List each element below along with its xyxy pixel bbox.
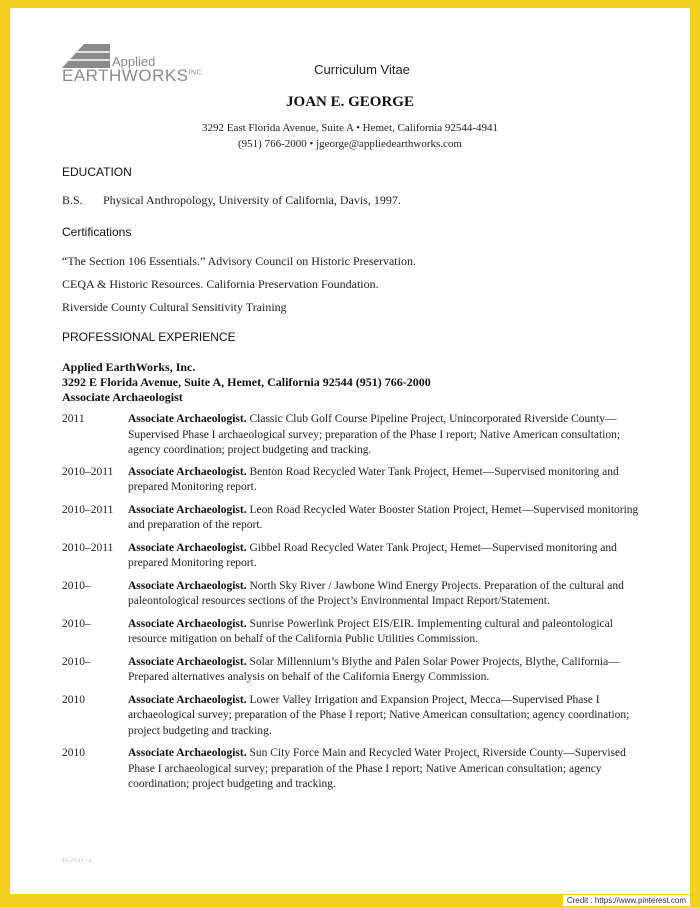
job-text: Solar Millennium’s Blythe and Palen Solar Power Projects, Blythe, California—Prepared alternatives analysis on behalf of the California Energy Commission.	[128, 655, 620, 683]
job-text: Leon Road Recycled Water Booster Station Project, Hemet—Supervised monitoring and preparation of the report.	[128, 503, 639, 531]
education-heading: EDUCATION	[62, 165, 132, 179]
job-text: Sunrise Powerlink Project EIS/EIR. Implementing cultural and paleontological resource mitigation on behalf of the California Public Utilities Commission.	[128, 617, 613, 645]
job-entry	[62, 655, 642, 686]
job-text: North Sky River / Jawbone Wind Energy Projects. Preparation of the cultural and paleontological resources sections of the Project’s Environmental Impact Report/Statement.	[128, 579, 624, 607]
job-year: 2010	[62, 747, 85, 759]
job-title: Associate Archaeologist.	[128, 465, 247, 478]
experience-heading: PROFESSIONAL EXPERIENCE	[62, 330, 236, 344]
job-title: Associate Archaeologist.	[128, 617, 247, 630]
job-year: 2010–2011	[62, 503, 114, 516]
job-title: Associate Archaeologist.	[128, 693, 247, 706]
job-title: Associate Archaeologist.	[128, 579, 247, 592]
job-year: 2011	[62, 413, 85, 425]
job-year: 2010–2011	[62, 465, 114, 478]
job-title: Associate Archaeologist.	[128, 413, 247, 425]
job-year: 2010–	[62, 617, 91, 630]
job-title: Associate Archaeologist.	[128, 747, 247, 759]
job-description	[128, 617, 642, 648]
contact-block	[10, 120, 690, 152]
job-description	[128, 693, 642, 740]
job-year: 2010–	[62, 579, 91, 592]
job-entry	[62, 503, 642, 534]
job-text: Classic Club Golf Course Pipeline Project, Unincorporated Riverside County— Supervised Phase I archaeological survey; preparation of the Phase I report; Native American consultation; agency coordination; project budgeting and tracking.	[128, 413, 621, 456]
job-description	[128, 579, 642, 610]
job-list	[62, 412, 642, 793]
job-title: Associate Archaeologist.	[128, 503, 247, 516]
job-year: 2010–	[62, 655, 91, 668]
certification-item: CEQA & Historic Resources. California Preservation Foundation.	[62, 277, 379, 291]
certification-item: Riverside County Cultural Sensitivity Training	[62, 300, 287, 314]
job-year: 2010–2011	[62, 541, 114, 554]
job-text: Benton Road Recycled Water Tank Project, Hemet—Supervised monitoring and prepared Monitoring report.	[128, 465, 619, 493]
job-entry	[62, 579, 642, 610]
job-entry	[62, 541, 642, 572]
employer-name: Applied EarthWorks, Inc.	[62, 360, 196, 374]
degree: B.S.	[62, 193, 83, 207]
certifications-heading: Certifications	[62, 225, 132, 239]
job-entry	[62, 617, 642, 648]
contact-line: (951) 766-2000 • jgeorge@appliedearthworks.com	[238, 138, 462, 150]
employer-block	[62, 360, 431, 405]
degree-detail: Physical Anthropology, University of California, Davis, 1997.	[103, 193, 401, 207]
position-title: Associate Archaeologist	[62, 390, 183, 404]
job-description	[128, 655, 642, 686]
job-year: 2010	[62, 693, 85, 706]
job-entry	[62, 746, 642, 793]
job-title: Associate Archaeologist.	[128, 655, 247, 668]
job-description	[128, 541, 642, 572]
job-description	[128, 465, 642, 496]
image-credit: Credit : https://www.pinterest.com	[563, 895, 690, 906]
job-title: Associate Archaeologist.	[128, 541, 247, 554]
document-page	[10, 8, 690, 894]
logo-text-applied: Applied	[112, 54, 156, 69]
job-text: Sun City Force Main and Recycled Water Project, Riverside County—Supervised Phase I archaeological survey; preparation of the Phase I report; Native American consultation; agency coordination; project budgeting and tracking.	[128, 747, 626, 790]
document-title: Curriculum Vitae	[314, 62, 410, 77]
address-line: 3292 East Florida Avenue, Suite A • Hemet, California 92544-4941	[201, 122, 499, 134]
candidate-name: JOAN E. GEORGE	[286, 94, 414, 110]
logo-text-earthworks: $EARTHWORKS^{INC.}$	[62, 66, 205, 85]
certification-item: “The Section 106 Essentials.” Advisory Council on Historic Preservation.	[62, 254, 416, 268]
footer-code: 10-25-11 • a	[62, 858, 92, 864]
job-description	[128, 503, 642, 534]
job-entry	[62, 693, 642, 740]
job-description	[128, 746, 642, 793]
job-entry	[62, 412, 642, 459]
job-entry	[62, 465, 642, 496]
job-text: Gibbel Road Recycled Water Tank Project, Hemet—Supervised monitoring and prepared Monitoring report.	[128, 541, 617, 569]
job-text: Lower Valley Irrigation and Expansion Project, Mecca—Supervised Phase I archaeological survey; preparation of the Phase I report; Native American consultation; agency coordination; project budgeting and tracking.	[128, 693, 630, 737]
employer-address: 3292 E Florida Avenue, Suite A, Hemet, California 92544 (951) 766-2000	[62, 375, 431, 389]
job-description	[128, 412, 642, 459]
